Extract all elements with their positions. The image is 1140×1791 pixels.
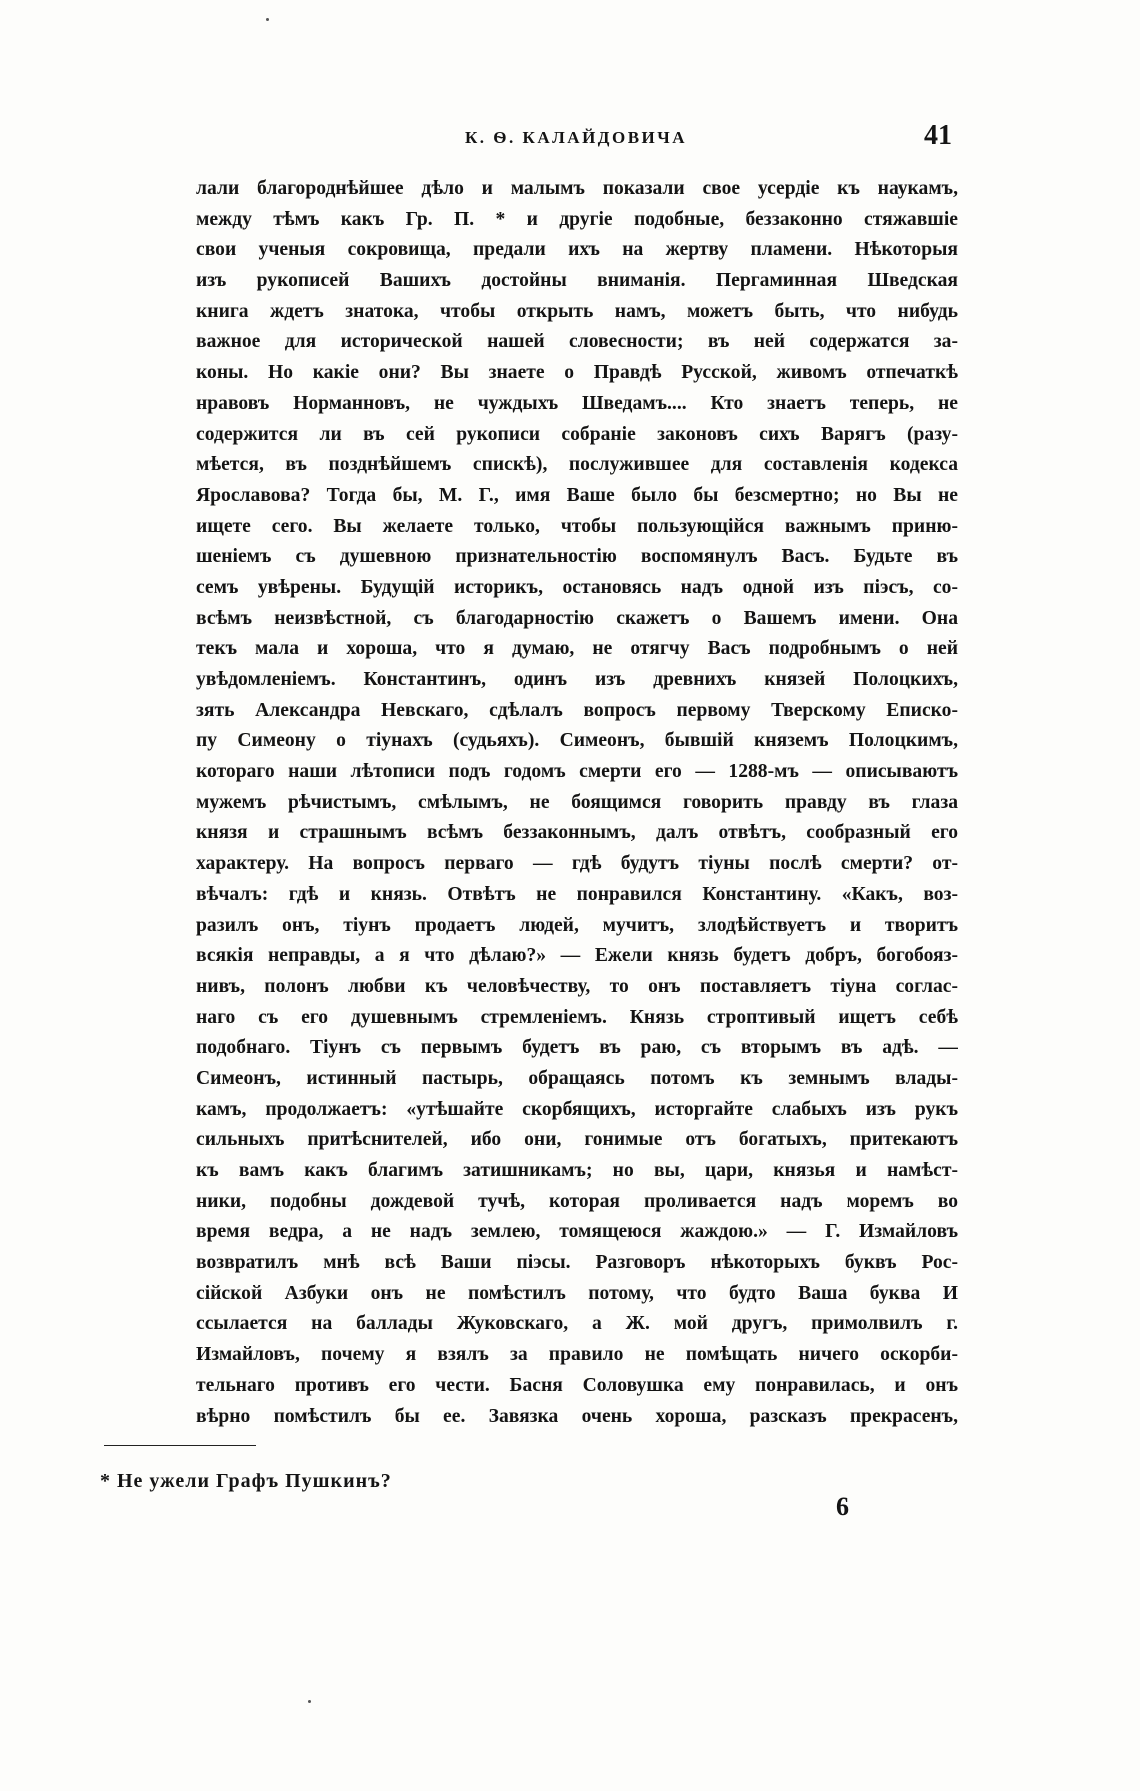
- running-head: К. Ѳ. КАЛАЙДОВИЧА: [464, 128, 688, 147]
- text-line: шеніемъ съ душевною признательностію воспомянулъ Васъ. Будьте въ: [196, 546, 958, 568]
- text-line: нивъ, полонъ любви къ человѣчеству, то онъ поставляетъ тіуна соглас-: [196, 975, 958, 997]
- paper-speck: [308, 1700, 311, 1703]
- text-line: Измайловъ, почему я взялъ за правило не помѣщать ничего оскорби-: [196, 1344, 958, 1366]
- text-line: между тѣмъ какъ Гр. П. * и другіе подобные, беззаконно стяжавшіе: [196, 208, 958, 230]
- footnote-divider: [104, 1445, 256, 1446]
- body-text: [196, 174, 958, 1432]
- text-line: коны. Но какіе они? Вы знаете о Правдѣ Русской, живомъ отпечаткѣ: [196, 362, 958, 384]
- paper-speck: [266, 18, 269, 21]
- text-line: подобнаго. Тіунъ съ первымъ будетъ въ раю, съ вторымъ въ адѣ. —: [196, 1037, 958, 1059]
- text-line: важное для исторической нашей словесности; въ ней содержатся за-: [196, 331, 958, 353]
- text-line: всякія неправды, а я что дѣлаю?» — Ежели князь будетъ добръ, богобояз-: [196, 945, 958, 967]
- text-line: тельнаго противъ его чести. Басня Соловушка ему понравилась, и онъ: [196, 1374, 958, 1396]
- text-line: ссылается на баллады Жуковскаго, а Ж. мой другъ, примолвилъ г.: [196, 1313, 958, 1335]
- text-line: Ярославова? Тогда бы, М. Г., имя Ваше было бы безсмертно; но Вы не: [196, 484, 958, 506]
- page-number: 41: [924, 120, 952, 151]
- text-line: ники, подобны дождевой тучѣ, которая проливается надъ моремъ во: [196, 1190, 958, 1212]
- text-line: свои ученыя сокровища, предали ихъ на жертву пламени. Нѣкоторыя: [196, 239, 958, 261]
- text-line: сильныхъ притѣснителей, ибо они, гонимые отъ богатыхъ, притекаютъ: [196, 1129, 958, 1151]
- text-line: къ вамъ какъ благимъ затишникамъ; но вы, цари, князья и намѣст-: [196, 1160, 958, 1181]
- text-line: характеру. На вопросъ перваго — гдѣ будутъ тіуны послѣ смерти? от-: [196, 853, 958, 875]
- text-line: камъ, продолжаетъ: «утѣшайте скорбящихъ, исторгайте слабыхъ изъ рукъ: [196, 1098, 958, 1120]
- text-line: ищете сего. Вы желаете только, чтобы пользующійся важнымъ приню-: [196, 515, 958, 537]
- text-line: вѣчалъ: гдѣ и князь. Отвѣтъ не понравился Константину. «Какъ, воз-: [196, 883, 958, 905]
- signature-mark: 6: [836, 1492, 849, 1521]
- text-line: разилъ онъ, тіунъ продаетъ людей, мучитъ, злодѣйствуетъ и творитъ: [196, 914, 958, 936]
- text-line: увѣдомленіемъ. Константинъ, одинъ изъ древнихъ князей Полоцкихъ,: [196, 669, 958, 690]
- text-line: наго съ его душевнымъ стремленіемъ. Князь строптивый ищетъ себѣ: [196, 1006, 958, 1028]
- page-header: [196, 120, 956, 160]
- text-line: сійской Азбуки онъ не помѣстилъ потому, что будто Ваша буква И: [196, 1282, 958, 1304]
- text-line: Симеонъ, истинный пастырь, обращаясь потомъ къ земнымъ влады-: [196, 1067, 958, 1089]
- text-line: пу Симеону о тіунахъ (судьяхъ). Симеонъ, бывшій княземъ Полоцкимъ,: [196, 730, 958, 752]
- text-line: изъ рукописей Вашихъ достойны вниманія. Пергаминная Шведская: [196, 270, 958, 292]
- text-line: вѣрно помѣстилъ бы ее. Завязка очень хороша, разсказъ прекрасенъ,: [196, 1405, 958, 1427]
- text-line: зять Александра Невскаго, сдѣлалъ вопросъ первому Тверскому Еписко-: [196, 699, 958, 721]
- text-line: содержится ли въ сей рукописи собраніе законовъ сихъ Варягъ (разу-: [196, 423, 958, 445]
- footnote: * Не ужели Графъ Пушкинъ?: [100, 1470, 392, 1492]
- text-line: нравовъ Норманновъ, не чуждыхъ Шведамъ.... Кто знаетъ теперь, не: [196, 392, 958, 414]
- text-line: время ведра, а не надъ землею, томящеюся жаждою.» — Г. Измайловъ: [196, 1221, 958, 1243]
- text-line: текъ мала и хороша, что я думаю, не отягчу Васъ подробнымъ о ней: [196, 638, 958, 660]
- text-line: князя и страшнымъ всѣмъ беззаконнымъ, далъ отвѣтъ, сообразный его: [196, 822, 958, 844]
- text-line: котораго наши лѣтописи подъ годомъ смерти его — 1288-мъ — описываютъ: [196, 761, 958, 783]
- text-line: возвратилъ мнѣ всѣ Ваши піэсы. Разговоръ нѣкоторыхъ буквъ Рос-: [196, 1252, 958, 1274]
- text-line: книга ждетъ знатока, чтобы открыть намъ, можетъ быть, что нибудь: [196, 300, 958, 322]
- text-line: всѣмъ неизвѣстной, съ благодарностію скажетъ о Вашемъ имени. Она: [196, 607, 958, 629]
- text-line: мѣется, въ позднѣйшемъ спискѣ), послужившее для составленія кодекса: [196, 454, 958, 476]
- text-line: лали благороднѣйшее дѣло и малымъ показали свое усердіе къ наукамъ,: [196, 178, 958, 199]
- text-line: мужемъ рѣчистымъ, смѣлымъ, не боящимся говорить правду въ глаза: [196, 791, 958, 813]
- text-line: семъ увѣрены. Будущій историкъ, остановясь надъ одной изъ піэсъ, со-: [196, 576, 958, 598]
